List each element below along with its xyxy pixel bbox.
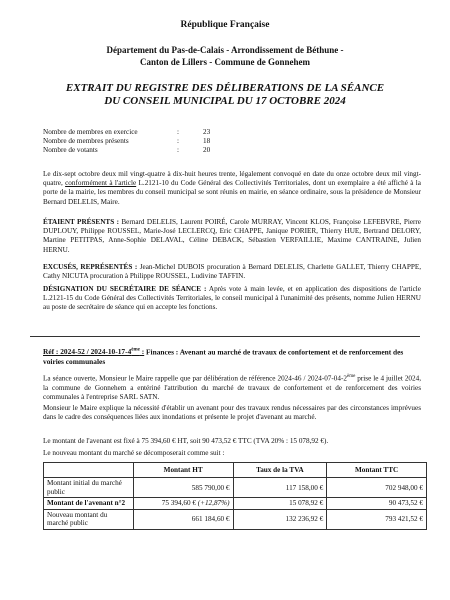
extrait-title-line-2: DU CONSEIL MUNICIPAL DU 17 OCTOBRE 2024 — [104, 95, 346, 107]
members-label: Nombre de membres en exercice — [43, 128, 138, 136]
ref-sup: ème — [131, 348, 140, 353]
table-header-cell: Montant HT — [133, 463, 233, 478]
excuses-text: Jean-Michel DUBOIS procuration à Bernard DELELIS, Charlette GALLET, Thierry CHAPPE, Cathy NICUTA procuration à Philippe ROUSSEL, Ludivine TAFFIN. — [43, 263, 422, 281]
deliberation-title: Finances : Avenant au marché de travaux de confortement et de renforcement des voiries communales — [43, 347, 404, 366]
designation-text: Après vote à main levée, et en application des dispositions de l'article L.2121-15 du Code Général des Collectivités Territoriales, le conseil municipal à l'unanimité des présents, nomme Julien HERNU au poste de secrétaire de séance qui en accepte les fonctions. — [43, 285, 421, 312]
members-value: 20 — [203, 146, 211, 154]
members-value: 23 — [203, 128, 211, 136]
row-label: Nouveau montant du marché public — [44, 509, 134, 529]
table-row — [44, 498, 427, 510]
tva-cell: 117 158,00 € — [233, 478, 327, 498]
excuses-label: EXCUSÉS, REPRÉSENTÉS : — [43, 263, 138, 271]
deliberation-paragraph-1 — [43, 372, 421, 402]
section-divider — [30, 336, 420, 337]
designation-label: DÉSIGNATION DU SECRÉTAIRE DE SÉANCE : — [43, 285, 207, 293]
table-row — [44, 509, 427, 529]
tva-cell: 132 236,92 € — [233, 509, 327, 529]
members-row — [43, 146, 243, 155]
percentage-note: (+12,87%) — [197, 499, 230, 508]
tva-cell: 15 078,92 € — [233, 498, 327, 510]
deliberation-paragraph-3: Le montant de l'avenant est fixé à 75 394,60 € HT, soit 90 473,52 € TTC (TVA 20% : 15 078,92 €). — [43, 437, 329, 445]
republique-heading: République Française — [180, 20, 270, 30]
row-label: Montant initial du marché public — [44, 478, 134, 498]
members-row — [43, 137, 243, 146]
deliberation-paragraph-4: Le nouveau montant du marché se décomposerait comme suit : — [43, 449, 225, 457]
presents-label: ÉTAIENT PRÉSENTS : — [43, 218, 119, 226]
members-value: 18 — [203, 137, 211, 145]
market-amounts-table — [43, 462, 427, 530]
intro-article-link: conformément à l'article — [65, 179, 137, 188]
deliberation-paragraph-2: Monsieur le Maire explique la nécessité d'établir un avenant pour des travaux rendus nécessaires par des circonstances imprévues dans le cadre des conséquences liées aux inondations et présente le projet d'avenant au marché. — [43, 404, 421, 422]
members-colon: : — [177, 137, 179, 145]
montant-ht-cell — [133, 498, 233, 510]
members-colon: : — [177, 128, 179, 136]
montant-ttc-cell: 793 421,52 € — [327, 509, 427, 529]
montant-ttc-cell: 702 948,00 € — [327, 478, 427, 498]
para1-sup: ème — [346, 374, 356, 379]
members-colon: : — [177, 146, 179, 154]
intro-text-cont: L.2121-10 du Code Général des Collectivités Territoriales, dont un exemplaire a été affiché à la porte de la mairie, les membres du conseil municipal se sont réunis en mairie, en séance ordinaire, sous la présidence de Monsieur Bernard DELELIS, Maire. — [43, 179, 421, 206]
members-label: Nombre de votants — [43, 146, 98, 154]
presents-text: Bernard DELELIS, Laurent POIRÉ, Carole MURRAY, Vincent KLOS, Françoise LEFEBVRE, Pierre DUPLOUY, Philippe ROUSSEL, Marie-José LECLERCQ, Eric CHAPPE, Janique PORIER, Thierry HUE, Bertrand DELORY, Martine PETITPAS, Anne-Sophie DELAVAL, Céline DEBACK, Sébastien VERFAILLIE, Maxime CANTRAINE, Julien HERNU. — [43, 218, 421, 254]
extrait-title-line-1: EXTRAIT DU REGISTRE DES DÉLIBERATIONS DE LA SÉANCE — [65, 82, 385, 94]
ref-label — [43, 347, 144, 356]
deliberation-reference — [43, 346, 421, 366]
table-header-cell — [44, 463, 134, 478]
members-row — [43, 128, 243, 137]
extrait-title — [0, 82, 450, 108]
para1-text: La séance ouverte, Monsieur le Maire rappelle que par délibération de référence 2024-46 / 2024-07-04-2 — [43, 374, 347, 383]
row-label: Montant de l'avenant n°2 — [44, 498, 134, 510]
members-summary — [43, 128, 243, 155]
table-header-row — [44, 463, 427, 478]
ref-number: Réf : 2024-52 / 2024-10-17-4 — [43, 347, 132, 357]
presents-paragraph — [43, 218, 421, 255]
departement-heading — [0, 45, 450, 68]
para1-text-cont: prise le 4 juillet 2024, la commune de Gonnehem a entériné l'attribution du marché de travaux de confortement et de renforcement des voiries communales à l'entreprise SARL SATN. — [43, 374, 421, 401]
montant-ht-value: 75 394,60 € — [161, 499, 196, 508]
members-label: Nombre de membres présents — [43, 137, 129, 145]
designation-paragraph — [43, 285, 421, 313]
montant-ht-cell — [133, 509, 233, 529]
table-row — [44, 478, 427, 498]
table-header-cell: Taux de la TVA — [233, 463, 327, 478]
table-header-cell: Montant TTC — [327, 463, 427, 478]
intro-paragraph — [43, 170, 421, 207]
montant-ht-value: 661 184,60 € — [191, 515, 230, 524]
ref-colon: : — [139, 347, 145, 357]
intro-text: Le dix-sept octobre deux mil vingt-quatre à dix-huit heures trente, légalement convoqué en date du onze octobre deux mil vingt-quatre, — [43, 170, 421, 188]
montant-ttc-cell: 90 473,52 € — [327, 498, 427, 510]
departement-line-2: Canton de Lillers - Commune de Gonnehem — [139, 56, 310, 67]
departement-line-1: Département du Pas-de-Calais - Arrondissement de Béthune - — [106, 45, 344, 55]
montant-ht-value: 585 790,00 € — [191, 483, 230, 492]
excuses-paragraph — [43, 263, 421, 281]
montant-ht-cell — [133, 478, 233, 498]
